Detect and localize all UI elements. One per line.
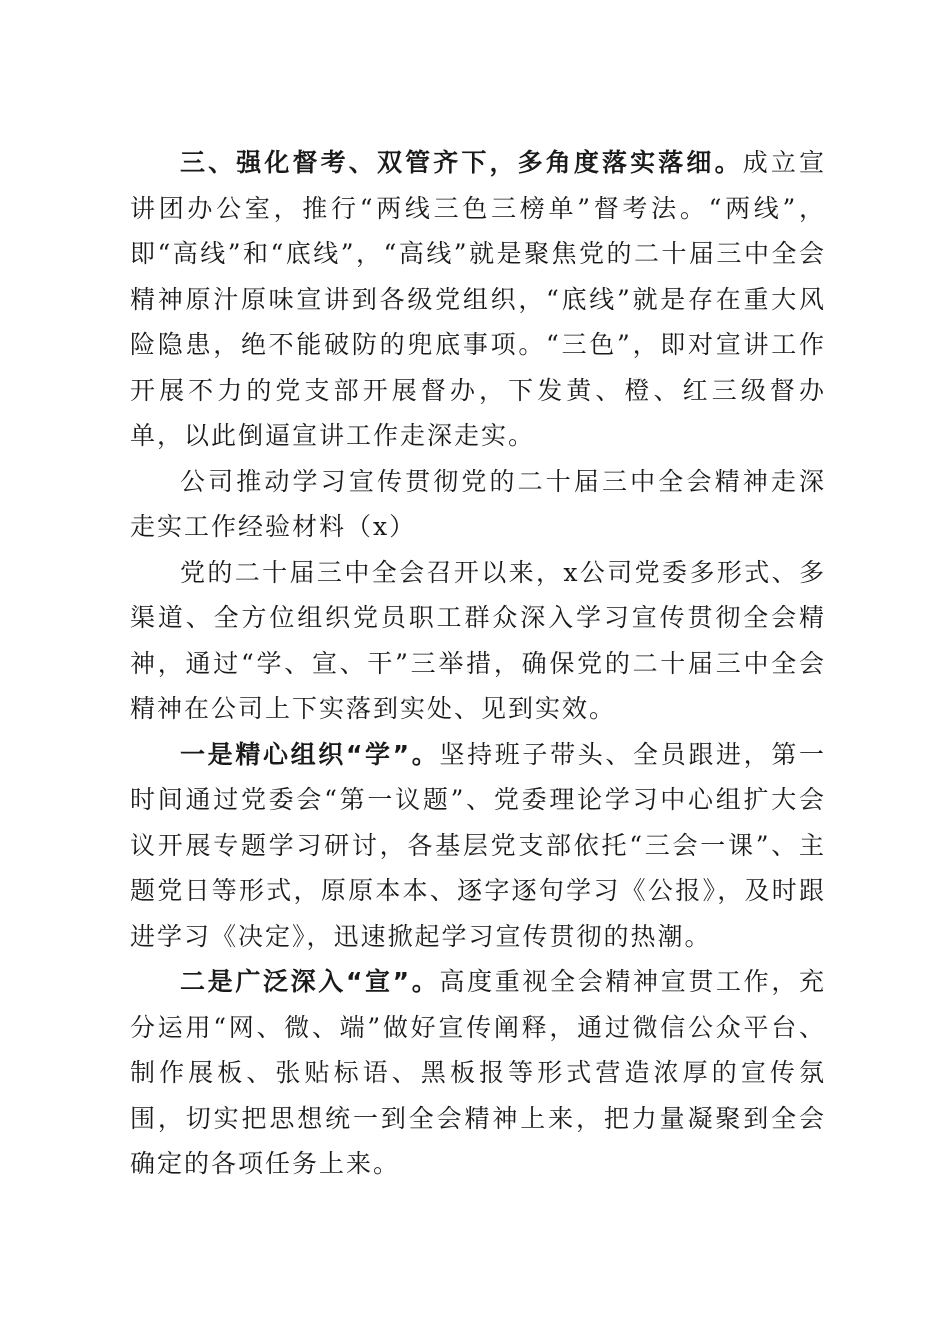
paragraph-point-one bbox=[130, 732, 826, 960]
document-page bbox=[130, 140, 826, 1187]
paragraph-section-three bbox=[130, 140, 826, 459]
paragraph-body-text: 高度重视全会精神宣贯工作，充分运用“网、微、端”做好宣传阐释，通过微信公众平台、制作展板、张贴标语、黑板报等形式营造浓厚的宣传氛围，切实把思想统一到全会精神上来，把力量凝聚到全会确定的各项任务上来。 bbox=[130, 967, 826, 1178]
paragraph-body-text: 党的二十届三中全会召开以来，x公司党委多形式、多渠道、全方位组织党员职工群众深入学习宣传贯彻全会精神，通过“学、宣、干”三举措，确保党的二十届三中全会精神在公司上下实落到实处、见到实效。 bbox=[130, 557, 826, 723]
paragraph-point-two bbox=[130, 959, 826, 1187]
paragraph-body-text: 成立宣讲团办公室，推行“两线三色三榜单”督考法。“两线”，即“高线”和“底线”，“高线”就是聚焦党的二十届三中全会精神原汁原味宣讲到各级党组织，“底线”就是存在重大风险隐患，绝不能破防的兜底事项。“三色”，即对宣讲工作开展不力的党支部开展督办，下发黄、橙、红三级督办单，以此倒逼宣讲工作走深走实。 bbox=[130, 148, 827, 450]
paragraph-lead-heading: 一是精心组织“学”。 bbox=[180, 739, 440, 769]
document-title-paragraph bbox=[130, 459, 826, 550]
paragraph-lead-heading: 三、强化督考、双管齐下，多角度落实落细。 bbox=[180, 148, 743, 177]
paragraph-body-text: 坚持班子带头、全员跟进，第一时间通过党委会“第一议题”、党委理论学习中心组扩大会议开展专题学习研讨，各基层党支部依托“三会一课”、主题党日等形式，原原本本、逐字逐句学习《公报》，及时跟进学习《决定》，迅速掀起学习宣传贯彻的热潮。 bbox=[130, 739, 826, 951]
document-title-text: 公司推动学习宣传贯彻党的二十届三中全会精神走深走实工作经验材料（x） bbox=[130, 466, 826, 541]
paragraph-lead-heading: 二是广泛深入“宣”。 bbox=[180, 967, 440, 996]
paragraph-intro bbox=[130, 550, 826, 732]
